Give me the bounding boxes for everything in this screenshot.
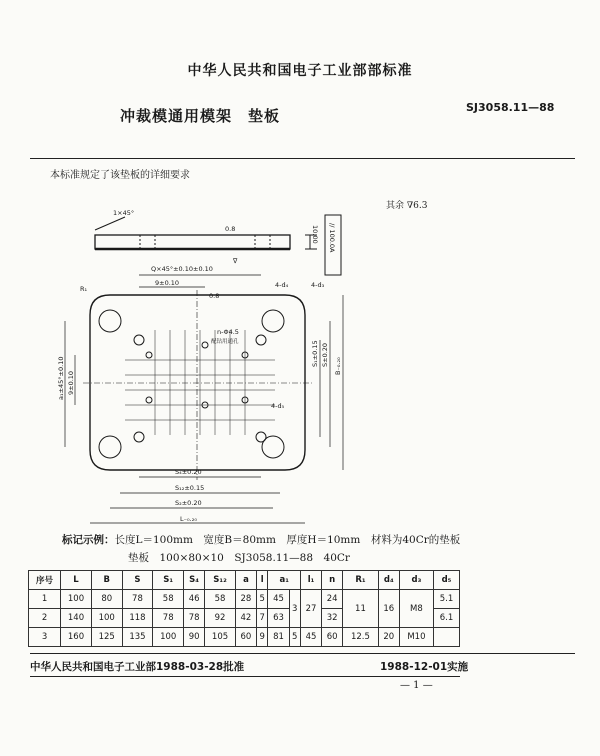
col-header: S₁₂ xyxy=(205,571,236,590)
col-header: S₁ xyxy=(153,571,184,590)
svg-text:9±0.10: 9±0.10 xyxy=(67,370,75,395)
footer-rule-2 xyxy=(30,676,460,677)
col-header: S xyxy=(122,571,153,590)
col-header: a xyxy=(235,571,256,590)
col-header: l xyxy=(256,571,267,590)
surface-roughness-note: 其余 ∇6.3 xyxy=(386,201,428,211)
intro-text: 本标准规定了该垫板的详细要求 xyxy=(50,170,190,181)
svg-text:Q×45°±0.10±0.10: Q×45°±0.10±0.10 xyxy=(151,265,213,273)
standard-code: SJ3058.11—88 xyxy=(466,101,555,114)
flatness-label: 0.8 xyxy=(225,225,236,233)
svg-text:S₄±0.20: S₄±0.20 xyxy=(175,468,202,476)
col-header: d₃ xyxy=(399,571,433,590)
standard-organization: 中华人民共和国电子工业部部标准 xyxy=(187,63,413,79)
header-rule xyxy=(30,158,575,159)
col-header: n xyxy=(322,571,343,590)
svg-text:0.8: 0.8 xyxy=(209,292,220,300)
svg-text:配钻用通孔: 配钻用通孔 xyxy=(211,339,239,345)
table-row: 3 160 125 135 100 90 105 60 9 81 5 45 60 12.5 20 M10 xyxy=(29,628,460,647)
technical-drawing xyxy=(55,195,375,535)
svg-text:S₁±0.15: S₁±0.15 xyxy=(311,340,319,367)
svg-text:R₁: R₁ xyxy=(80,285,88,293)
svg-text:4-d₄: 4-d₄ xyxy=(275,281,289,289)
svg-text:L₋₀.₂₀: L₋₀.₂₀ xyxy=(180,515,197,523)
thickness-label: 10.00 xyxy=(311,225,319,244)
svg-text:4-d₅: 4-d₅ xyxy=(271,402,285,410)
col-header: B xyxy=(91,571,122,590)
table-row: 2 140 100 118 78 78 92 42 7 63 32 6.1 xyxy=(29,609,460,628)
col-header: l₁ xyxy=(300,571,321,590)
table-header-row xyxy=(29,571,460,590)
table-row: 1 100 80 78 58 46 58 28 5 45 3 27 24 11 16 M8 5.1 xyxy=(29,590,460,609)
marking-example-line1: 长度L＝100mm 宽度B＝80mm 厚度H＝10mm 材料为40Cr的垫板 xyxy=(114,534,461,546)
svg-text:B₋₀.₂₀: B₋₀.₂₀ xyxy=(334,357,342,375)
implementation-date: 1988-12-01实施 xyxy=(380,661,469,673)
footer-rule xyxy=(30,653,575,654)
page-number: — 1 — xyxy=(400,680,433,691)
svg-text:a₁±45°±0.10: a₁±45°±0.10 xyxy=(57,356,65,400)
col-header: 序号 xyxy=(29,571,61,590)
parallelism-label: // 100.0A xyxy=(328,223,336,253)
chamfer-label: 1×45° xyxy=(113,209,135,217)
col-header: R₁ xyxy=(343,571,379,590)
approval-text: 中华人民共和国电子工业部1988-03-28批准 xyxy=(30,661,245,673)
col-header: S₄ xyxy=(184,571,205,590)
col-header: d₄ xyxy=(378,571,399,590)
svg-text:S₂±0.20: S₂±0.20 xyxy=(175,499,202,507)
svg-text:4-d₃: 4-d₃ xyxy=(311,281,325,289)
col-header: L xyxy=(61,571,92,590)
svg-text:9±0.10: 9±0.10 xyxy=(155,279,180,287)
svg-text:n-Φ4.5: n-Φ4.5 xyxy=(217,328,239,336)
marking-example-label: 标记示例： xyxy=(62,534,115,546)
dimension-table xyxy=(28,570,460,647)
col-header: a₁ xyxy=(268,571,301,590)
marking-example-line2: 垫板 100×80×10 SJ3058.11—88 40Cr xyxy=(128,552,350,564)
plan-view xyxy=(83,290,313,480)
svg-text:S±0.20: S±0.20 xyxy=(321,342,329,367)
col-header: d₅ xyxy=(433,571,459,590)
side-view xyxy=(95,209,341,275)
document-title: 冲裁模通用模架 垫板 xyxy=(120,107,281,125)
svg-text:∇: ∇ xyxy=(233,257,238,265)
svg-text:S₁₂±0.15: S₁₂±0.15 xyxy=(175,484,205,492)
marking-example xyxy=(62,532,460,547)
